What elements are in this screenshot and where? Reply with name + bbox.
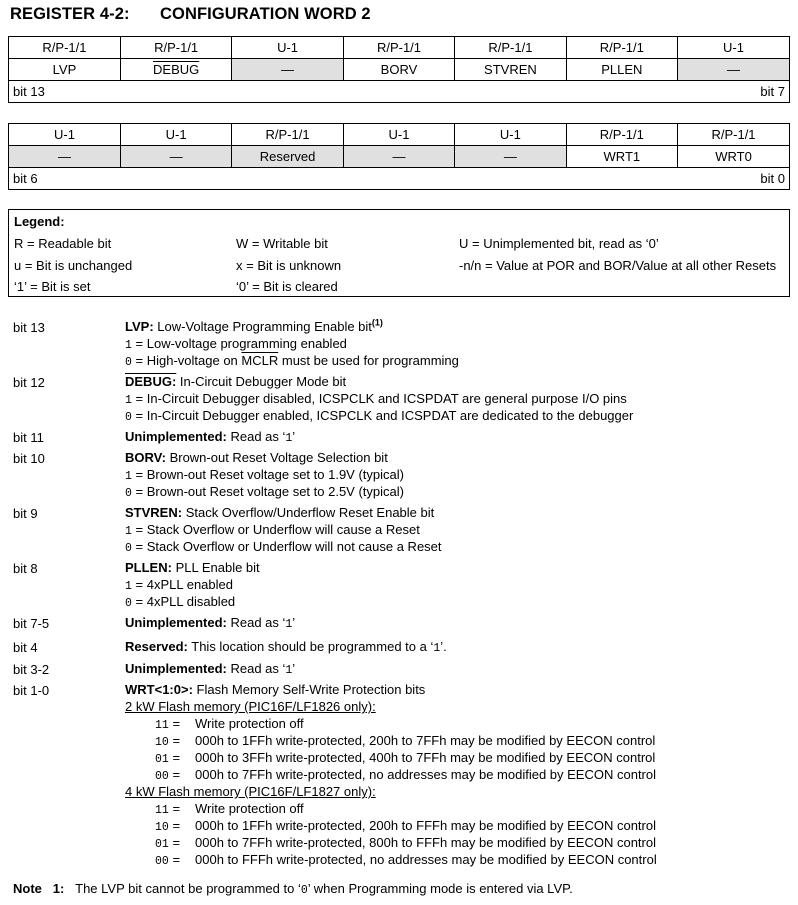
bit-name-cell: — [120,146,231,168]
bit-name-cell: Reserved [232,146,343,168]
bit-name-cell: — [343,146,454,168]
legend-item: R = Readable bit [14,236,112,251]
access-cell: U-1 [455,124,566,146]
equals-sign: = [172,818,181,833]
bit-range-row [9,168,789,189]
field-desc: Read as ‘ [230,429,286,444]
bit-desc-7-5 [0,614,798,638]
bit-name-cell: WRT0 [678,146,789,168]
bit-name-cell: — [455,146,566,168]
bit-name-cell: STVREN [455,59,566,81]
bit-label: bit 13 [13,320,45,335]
value-code: 11 [155,804,169,817]
bit-desc-11 [0,428,798,449]
value-code: 0 [300,884,308,897]
value-code: 1 [285,432,293,445]
bit-name-cell [120,59,231,81]
value-code: 10 [155,821,169,834]
bit-label: bit 3-2 [13,662,50,677]
debug-overlined: DEBUG [153,62,200,77]
field-desc: PLL Enable bit [175,560,260,575]
equals-sign: = [172,716,181,731]
bit-name-cell: LVP [9,59,120,81]
legend-item: W = Writable bit [236,236,328,251]
bit-desc-1-0 [0,681,798,868]
note-text: The LVP bit cannot be programmed to ‘ [75,881,301,896]
bit-desc-9 [0,504,798,559]
value-code: 1 [125,470,132,483]
access-cell: R/P-1/1 [678,124,789,146]
note-number: 1: [52,881,65,896]
value-code: 0 [125,356,132,369]
access-cell: U-1 [678,37,789,59]
access-cell: R/P-1/1 [343,37,454,59]
value-desc: = Stack Overflow or Underflow will not cause a Reset [135,539,442,554]
field-name: Unimplemented: [125,661,227,676]
value-desc: 000h to 7FFh write-protected, no addresses may be modified by EECON control [195,767,656,782]
bit-label: bit 9 [13,506,38,521]
access-cell: R/P-1/1 [120,37,231,59]
access-cell: U-1 [343,124,454,146]
note-text: ’ when Programming mode is entered via LVP. [307,881,573,896]
value-desc: = In-Circuit Debugger enabled, ICSPCLK and ICSPDAT are dedicated to the debugger [135,408,634,423]
bit-name-cell: — [678,59,789,81]
access-cell: R/P-1/1 [455,37,566,59]
bit-desc-3-2 [0,660,798,681]
field-desc: Brown-out Reset Voltage Selection bit [169,450,388,465]
equals-sign: = [172,767,181,782]
bit-desc-12 [0,373,798,428]
legend-item: ‘1’ = Bit is set [14,279,91,294]
equals-sign: = [172,750,181,765]
bit-label: bit 11 [13,430,44,445]
bit-name-cell: — [9,146,120,168]
bit-desc-8 [0,559,798,614]
bit-desc-4 [0,638,798,660]
value-desc: = In-Circuit Debugger disabled, ICSPCLK and ICSPDAT are general purpose I/O pins [135,391,627,406]
legend-box [8,209,790,297]
legend-item: ‘0’ = Bit is cleared [236,279,338,294]
bit-descriptions [0,318,798,868]
value-desc: = High-voltage on [135,353,242,368]
value-code: 1 [433,642,441,655]
bit-desc-13 [0,318,798,373]
value-code: 01 [155,838,169,851]
legend-item: x = Bit is unknown [236,258,342,273]
group-title: 4 kW Flash memory (PIC16F/LF1827 only): [125,784,376,799]
value-code: 1 [125,394,132,407]
bit-left-label: bit 13 [13,84,45,99]
bit-name-cell: BORV [343,59,454,81]
field-desc: Stack Overflow/Underflow Reset Enable bit [185,505,435,520]
value-code: 0 [125,487,132,500]
footnote-ref: (1) [371,317,383,328]
value-code: 0 [125,597,132,610]
bit-right-label: bit 0 [760,171,785,186]
register-number: REGISTER 4-2: [10,5,130,23]
access-cell: U-1 [232,37,343,59]
bit-right-label: bit 7 [760,84,785,99]
value-desc: = 4xPLL disabled [135,594,236,609]
equals-sign: = [172,835,181,850]
bit-left-label: bit 6 [13,171,38,186]
field-desc: ’ [292,661,296,676]
access-cell: R/P-1/1 [232,124,343,146]
value-desc: Write protection off [195,716,304,731]
field-name: LVP: [125,319,154,334]
value-code: 00 [155,855,169,868]
bit-name-cell: — [232,59,343,81]
equals-sign: = [172,852,181,867]
value-desc: 000h to 1FFh write-protected, 200h to 7FFh may be modified by EECON control [195,733,656,748]
field-name: BORV: [125,450,166,465]
bit-label: bit 1-0 [13,683,50,698]
value-desc: 000h to 1FFh write-protected, 200h to FFFh may be modified by EECON control [195,818,656,833]
register-table-high [8,36,790,103]
access-cell: R/P-1/1 [566,124,677,146]
footnote [13,881,573,897]
equals-sign: = [172,801,181,816]
bit-label: bit 4 [13,640,38,655]
field-name: PLLEN: [125,560,172,575]
access-cell: U-1 [53,127,75,142]
equals-sign: = [172,733,181,748]
note-label: Note [13,881,42,896]
mclr-overlined: MCLR [241,353,279,368]
field-desc: Low-Voltage Programming Enable bit [157,319,372,334]
register-name: CONFIGURATION WORD 2 [160,5,371,23]
bit-name-cell: PLLEN [566,59,677,81]
value-code: 1 [125,580,132,593]
access-cell: U-1 [120,124,231,146]
field-desc: ’ [292,615,296,630]
value-desc: = 4xPLL enabled [135,577,233,592]
value-code: 1 [285,618,293,631]
field-desc: Read as ‘ [230,615,286,630]
bit-range-row [9,81,789,102]
legend-item: U = Unimplemented bit, read as ‘0’ [459,236,659,251]
value-desc: = Stack Overflow or Underflow will cause a Reset [135,522,420,537]
value-desc: = Brown-out Reset voltage set to 2.5V (typical) [135,484,404,499]
value-code: 0 [125,411,132,424]
bit-label: bit 7-5 [13,616,50,631]
value-desc: must be used for programming [278,353,459,368]
bit-label: bit 12 [13,375,45,390]
field-desc: In-Circuit Debugger Mode bit [179,374,347,389]
value-code: 11 [155,719,169,732]
value-code: 1 [125,525,132,538]
group-title: 2 kW Flash memory (PIC16F/LF1826 only): [125,699,376,714]
value-code: 1 [125,339,132,352]
field-name: WRT<1:0>: [125,682,193,697]
field-name: Unimplemented: [125,615,227,630]
legend-item: -n/n = Value at POR and BOR/Value at all other Resets [459,258,777,273]
bit-name-cell: WRT1 [566,146,677,168]
value-desc: Write protection off [195,801,304,816]
value-desc: 000h to 3FFh write-protected, 400h to 7FFh may be modified by EECON control [195,750,656,765]
bit-label: bit 10 [13,451,45,466]
field-desc: Flash Memory Self-Write Protection bits [196,682,426,697]
value-code: 0 [125,542,132,555]
field-name: Reserved: [125,639,188,654]
access-cell: R/P-1/1 [566,37,677,59]
field-desc: Read as ‘ [230,661,286,676]
bit-label: bit 8 [13,561,38,576]
register-title [10,5,371,24]
field-name: Unimplemented: [125,429,227,444]
field-desc: This location should be programmed to a ‘ [191,639,434,654]
field-name: DEBUG: [125,374,177,389]
value-code: 01 [155,753,169,766]
register-table-low [8,123,790,190]
value-code: 00 [155,770,169,783]
value-code: 1 [285,664,293,677]
value-code: 10 [155,736,169,749]
value-desc: = Brown-out Reset voltage set to 1.9V (typical) [135,467,404,482]
value-desc: = Low-voltage programming enabled [135,336,347,351]
access-cell: R/P-1/1 [42,40,87,55]
field-name: STVREN: [125,505,183,520]
field-desc: ’ [292,429,296,444]
value-desc: 000h to 7FFh write-protected, 800h to FFFh may be modified by EECON control [195,835,656,850]
value-desc: 000h to FFFh write-protected, no addresses may be modified by EECON control [195,852,657,867]
bit-desc-10 [0,449,798,504]
field-desc: ’. [440,639,447,654]
legend-item: u = Bit is unchanged [14,258,133,273]
legend-heading: Legend: [14,214,65,229]
